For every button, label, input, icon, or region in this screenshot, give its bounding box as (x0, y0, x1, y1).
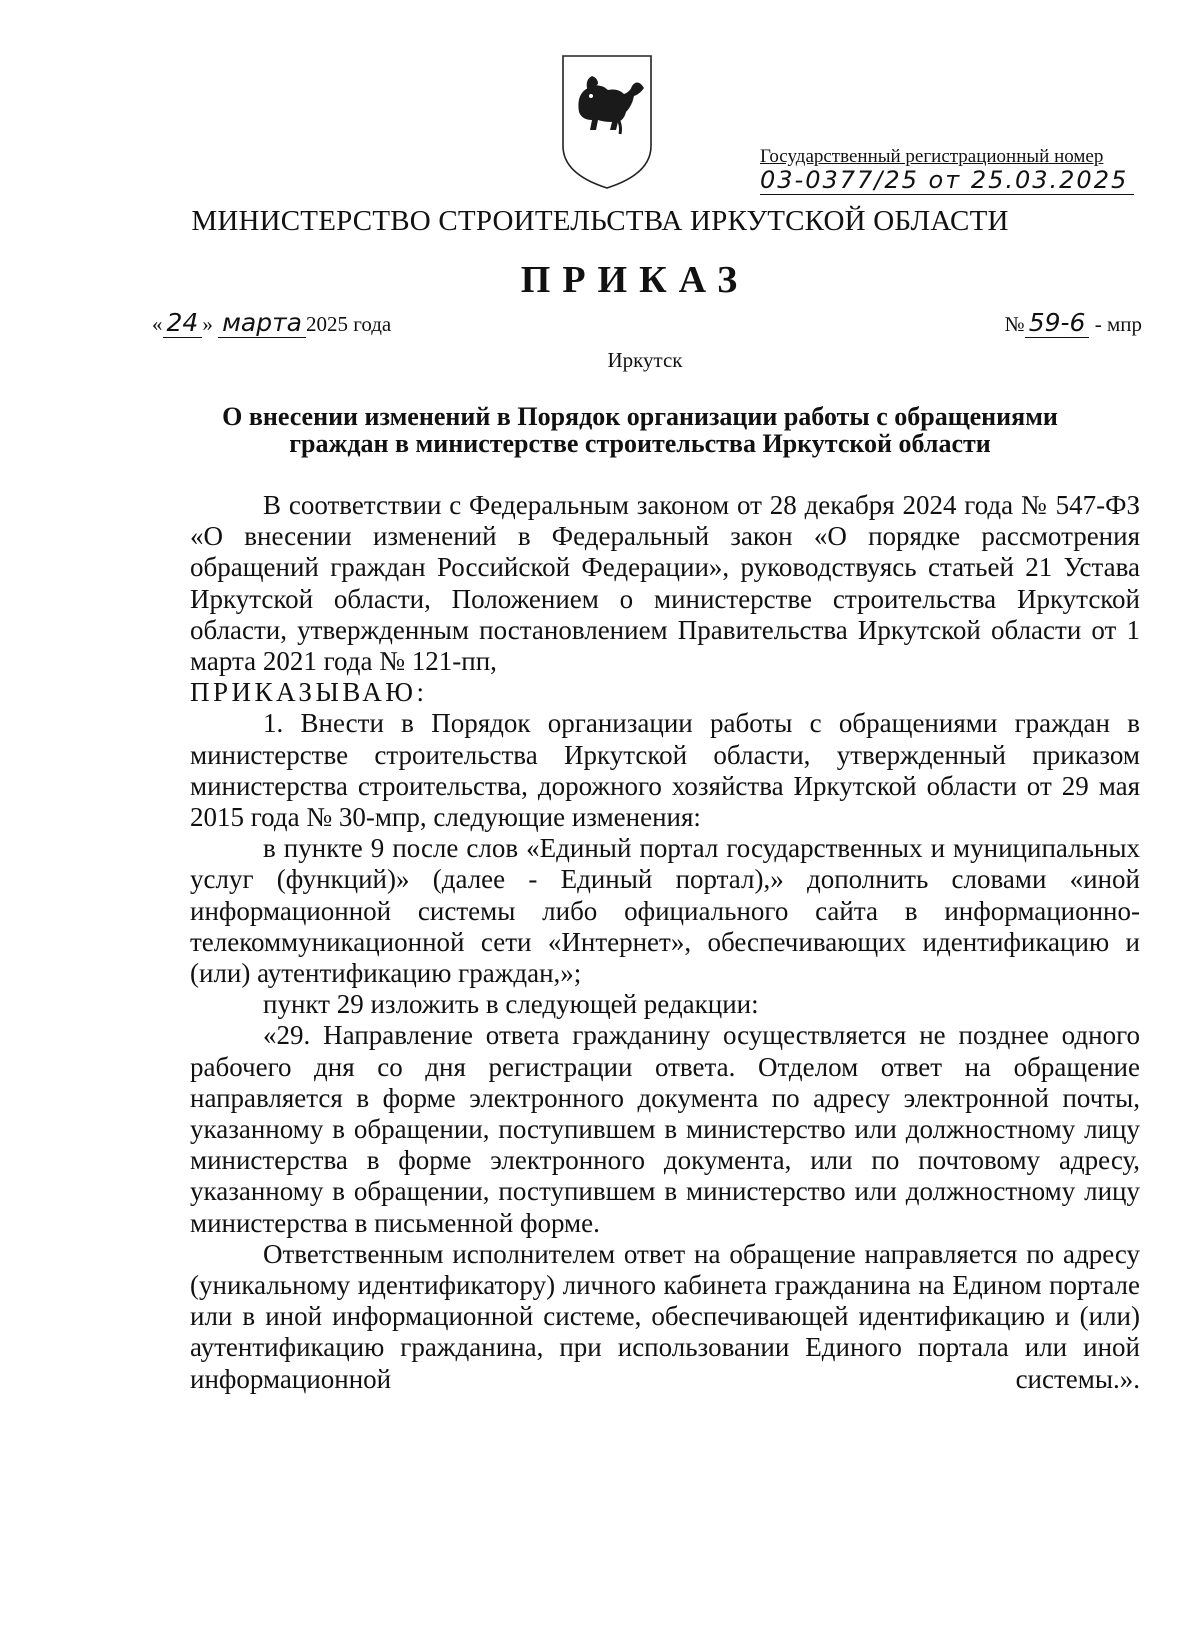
registration-label: Государственный регистрационный номер (760, 146, 1104, 167)
registration-number-handwritten: 03-0377/25 от 25.03.2025 (760, 166, 1134, 195)
change-2-paragraph: пункт 29 изложить в следующей редакции: (263, 989, 759, 1020)
irkutsk-coat-of-arms (558, 50, 656, 194)
title-line-2: граждан в министерстве строительства Иркутской области (289, 429, 991, 458)
document-type: ПРИКАЗ (520, 259, 750, 301)
date-month-handwritten: марта (218, 308, 306, 338)
ministry-name: МИНИСТЕРСТВО СТРОИТЕЛЬСТВА ИРКУТСКОЙ ОБЛАСТИ (191, 205, 1009, 237)
preamble-paragraph: В соответствии с Федеральным законом от 28 декабря 2024 года № 547-ФЗ «О внесении изменений в Федеральный закон «О порядке рассмотрения обращений граждан Российской Федерации», руководствуясь статьей 21 Устава Иркутской области, Положением о министерстве строительства Иркутской области, утвержденным постановлением Правительства Иркутской области от 1 марта 2021 года № 121-пп, (190, 490, 1140, 677)
number-prefix: № (1004, 312, 1025, 336)
item-1-paragraph: 1. Внести в Порядок организации работы с обращениями граждан в министерстве строительства Иркутской области, утвержденный приказом министерства строительства, дорожного хозяйства Иркутской области от 29 мая 2015 года № 30-мпр, следующие изменения: (190, 708, 1140, 833)
number-suffix: - мпр (1094, 312, 1142, 336)
date-close-quote: » (202, 312, 213, 336)
number-value-handwritten: 59-6 (1025, 308, 1090, 338)
point-29-paragraph: «29. Направление ответа гражданину осуществляется не позднее одного рабочего дня со дня регистрации ответа. Отделом ответ на обращение направляется в форме электронного документа по адресу электронной почты, указанному в обращении, поступившем в министерство или должностному лицу министерства в форме электронного документа, или по почтовому адресу, указанному в обращении, поступившем в министерство или должностному лицу министерства в письменной форме. (190, 1020, 1140, 1238)
title-line-1: О внесении изменений в Порядок организации работы с обращениями (222, 402, 1058, 431)
order-number (1005, 308, 1142, 337)
registration-block (760, 146, 1180, 195)
city: Иркутск (607, 348, 683, 372)
document-title (150, 403, 1130, 457)
point-29-continuation-paragraph: Ответственным исполнителем ответ на обращение направляется по адресу (уникальному идентификатору) личного кабинета гражданина на Едином портале или в иной информационной системе, обеспечивающей идентификацию и (или) аутентификацию гражданина, при использовании Единого портала или иной информационной системы.». (190, 1238, 1140, 1394)
change-1-paragraph: в пункте 9 после слов «Единый портал государственных и муниципальных услуг (функций)» (далее - Единый портал),» дополнить словами «иной информационной системы либо официального сайта в информационно-телекоммуникационной сети «Интернет», обеспечивающих идентификацию и (или) аутентификацию граждан,»; (190, 833, 1140, 989)
order-word: ПРИКАЗЫВАЮ: (190, 677, 428, 708)
document-body (190, 490, 1140, 1395)
date-year: 2025 года (306, 312, 392, 336)
order-date (152, 308, 391, 337)
date-open-quote: « (152, 312, 163, 336)
date-day-handwritten: 24 (163, 308, 203, 338)
